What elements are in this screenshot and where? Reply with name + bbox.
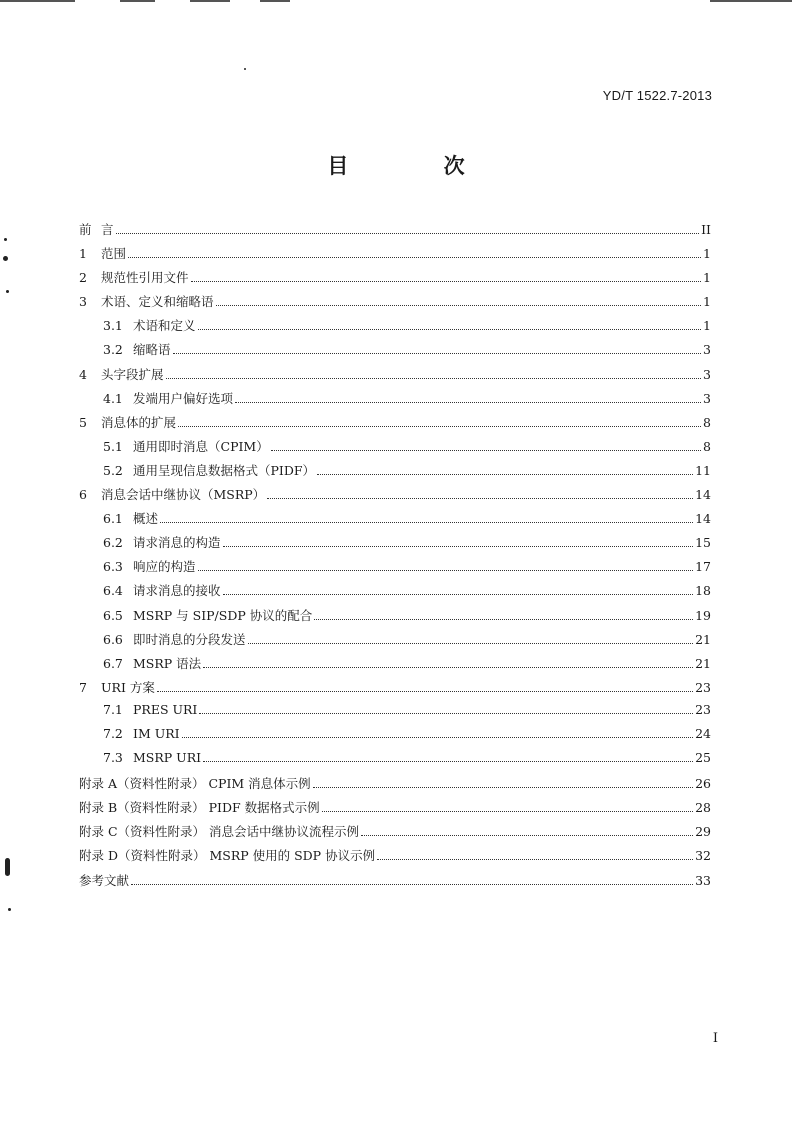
toc-entry[interactable] — [79, 798, 711, 822]
toc-entry-title: 规范性引用文件 — [101, 270, 189, 286]
toc-entry-title: 请求消息的构造 — [133, 535, 221, 551]
toc-entry-page: 8 — [703, 438, 711, 454]
toc-entry-title: PRES URI — [133, 701, 198, 717]
toc-entry-number: 1 — [79, 246, 87, 262]
toc-entry-title: 通用呈现信息数据格式（PIDF） — [133, 462, 316, 478]
toc-entry-number: 5.2 — [103, 462, 123, 478]
toc-entry-title: 消息体的扩展 — [101, 414, 177, 430]
toc-entry-title: 参考文献 — [79, 872, 130, 888]
toc-entry-page: 8 — [703, 414, 711, 430]
toc-entry-page: 24 — [695, 725, 711, 741]
toc-leader-dots — [377, 859, 693, 860]
toc-entry-number: 6 — [79, 487, 87, 503]
toc-leader-dots — [178, 426, 701, 427]
toc-leader-dots — [267, 498, 693, 499]
toc-entry-page: 26 — [695, 776, 711, 792]
toc-entry-page: 3 — [703, 366, 711, 382]
toc-entry[interactable] — [79, 630, 711, 654]
toc-leader-dots — [203, 667, 693, 668]
toc-entry-title: MSRP 与 SIP/SDP 协议的配合 — [133, 607, 313, 623]
toc-entry-page: 21 — [695, 631, 711, 647]
page-title: 目 次 — [327, 153, 509, 178]
toc-leader-dots — [216, 305, 701, 306]
toc-leader-dots — [314, 619, 693, 620]
toc-entry-number: 3.1 — [103, 318, 123, 334]
scan-speck — [6, 290, 9, 293]
toc-leader-dots — [271, 450, 701, 451]
toc-entry-title: 发端用户偏好选项 — [133, 390, 234, 406]
toc-entry-number: 7 — [79, 679, 87, 695]
toc-leader-dots — [361, 835, 693, 836]
toc-entry-number: 2 — [79, 270, 87, 286]
toc-leader-dots — [160, 522, 693, 523]
toc-entry[interactable] — [79, 340, 711, 364]
toc-entry-number: 4 — [79, 366, 87, 382]
toc-entry-number: 6.4 — [103, 583, 123, 599]
toc-leader-dots — [131, 884, 693, 885]
toc-entry[interactable] — [79, 244, 711, 268]
toc-entry-page: 18 — [695, 583, 711, 599]
toc-entry[interactable] — [79, 220, 711, 244]
scan-speck — [5, 858, 10, 876]
toc-entry-page: 1 — [703, 294, 711, 310]
toc-leader-dots — [322, 811, 693, 812]
toc-entry-number: 5 — [79, 414, 87, 430]
toc-entry-number: 前 — [79, 222, 92, 237]
toc-entry[interactable] — [79, 461, 711, 485]
scan-speck — [3, 256, 8, 261]
toc-entry-title: IM URI — [133, 725, 180, 741]
toc-entry-title: 概述 — [133, 511, 159, 527]
toc-leader-dots — [317, 474, 693, 475]
toc-leader-dots — [235, 402, 701, 403]
toc-entry-number: 6.1 — [103, 511, 123, 527]
toc-entry[interactable] — [79, 268, 711, 292]
toc-entry-page: 19 — [695, 607, 711, 623]
toc-entry-page: 15 — [695, 535, 711, 551]
toc-leader-dots — [199, 713, 693, 714]
toc-leader-dots — [198, 329, 701, 330]
toc-entry-title: MSRP 语法 — [133, 655, 202, 671]
toc-entry-title: 附录 A（资料性附录） CPIM 消息体示例 — [79, 776, 311, 792]
toc-entry-title: 附录 D（资料性附录） MSRP 使用的 SDP 协议示例 — [79, 848, 376, 864]
toc-entry-title: 即时消息的分段发送 — [133, 631, 246, 647]
toc-leader-dots — [313, 787, 693, 788]
scan-speck — [4, 238, 7, 241]
toc-entry[interactable] — [79, 365, 711, 389]
scan-speck — [8, 908, 11, 911]
toc-leader-dots — [203, 761, 693, 762]
toc-entry[interactable] — [79, 606, 711, 630]
toc-entry-page: 32 — [695, 848, 711, 864]
toc-entry[interactable] — [79, 822, 711, 846]
toc-entry[interactable] — [79, 871, 711, 895]
toc-entry-page: 21 — [695, 655, 711, 671]
toc-entry-title: 范围 — [101, 246, 127, 262]
toc-entry-page: 1 — [703, 318, 711, 334]
toc-leader-dots — [198, 570, 694, 571]
toc-entry[interactable] — [79, 413, 711, 437]
toc-entry-number: 7.1 — [103, 701, 123, 717]
toc-leader-dots — [223, 594, 694, 595]
toc-entry-number: 6.5 — [103, 607, 123, 623]
toc-entry-number: 6.2 — [103, 535, 123, 551]
table-of-contents — [79, 220, 711, 895]
toc-leader-dots — [128, 257, 701, 258]
toc-entry-number: 3 — [79, 294, 87, 310]
toc-entry-page: 23 — [695, 679, 711, 695]
scan-edge-line — [710, 0, 792, 2]
toc-entry[interactable] — [79, 702, 711, 726]
toc-entry-number: 4.1 — [103, 390, 123, 406]
toc-entry[interactable] — [79, 485, 711, 509]
toc-entry[interactable] — [79, 750, 711, 774]
scan-edge-line — [260, 0, 290, 2]
toc-entry[interactable] — [79, 437, 711, 461]
toc-entry-page: 25 — [695, 750, 711, 766]
toc-entry-title: 言 — [101, 222, 114, 237]
toc-entry-title: 附录 C（资料性附录） 消息会话中继协议流程示例 — [79, 824, 360, 840]
toc-leader-dots — [248, 643, 694, 644]
document-code: YD/T 1522.7-2013 — [602, 88, 712, 103]
toc-entry-number: 6.3 — [103, 559, 123, 575]
page-number: I — [712, 1031, 718, 1046]
scan-edge-line — [120, 0, 155, 2]
toc-entry[interactable] — [79, 316, 711, 340]
toc-leader-dots — [191, 281, 701, 282]
toc-entry-page: 3 — [703, 390, 711, 406]
toc-entry-title: 消息会话中继协议（MSRP） — [101, 487, 266, 503]
toc-entry-title: 头字段扩展 — [101, 366, 164, 382]
toc-entry-title: 缩略语 — [133, 342, 171, 358]
toc-leader-dots — [223, 546, 694, 547]
toc-entry-page: 1 — [703, 246, 711, 262]
toc-entry-page: 23 — [695, 701, 711, 717]
toc-entry-number: 6.6 — [103, 631, 123, 647]
toc-leader-dots — [173, 353, 701, 354]
toc-leader-dots — [157, 691, 693, 692]
toc-entry-title: 通用即时消息（CPIM） — [133, 438, 269, 454]
toc-entry[interactable] — [79, 533, 711, 557]
toc-entry-page: 1 — [703, 270, 711, 286]
toc-entry[interactable] — [79, 678, 711, 702]
toc-entry[interactable] — [79, 292, 711, 316]
toc-entry-number: 5.1 — [103, 438, 123, 454]
toc-entry-number: 6.7 — [103, 655, 123, 671]
toc-entry[interactable] — [79, 509, 711, 533]
toc-entry[interactable] — [79, 726, 711, 750]
toc-entry-title: 响应的构造 — [133, 559, 196, 575]
toc-entry-title: MSRP URI — [133, 750, 202, 766]
toc-entry[interactable] — [79, 654, 711, 678]
toc-entry-number: 7.3 — [103, 750, 123, 766]
toc-entry-title: 术语、定义和缩略语 — [101, 294, 214, 310]
toc-entry-page: 14 — [695, 511, 711, 527]
toc-entry[interactable] — [79, 846, 711, 870]
toc-entry-title: 术语和定义 — [133, 318, 196, 334]
toc-entry[interactable] — [79, 557, 711, 581]
toc-entry-page: 28 — [695, 800, 711, 816]
toc-entry-page: 33 — [695, 872, 711, 888]
scan-edge-line — [0, 0, 75, 2]
scan-edge-line — [190, 0, 230, 2]
toc-entry-number: 7.2 — [103, 725, 123, 741]
toc-entry[interactable] — [79, 389, 711, 413]
toc-entry-page: 17 — [695, 559, 711, 575]
toc-entry-title: URI 方案 — [101, 679, 155, 695]
toc-entry-title: 附录 B（资料性附录） PIDF 数据格式示例 — [79, 800, 320, 816]
toc-entry[interactable] — [79, 581, 711, 605]
toc-entry-page: 3 — [703, 342, 711, 358]
toc-entry[interactable] — [79, 774, 711, 798]
scan-speck — [244, 68, 246, 70]
toc-leader-dots — [116, 233, 700, 234]
toc-entry-page: 14 — [695, 487, 711, 503]
toc-entry-title: 请求消息的接收 — [133, 583, 221, 599]
toc-entry-page: 29 — [695, 824, 711, 840]
toc-entry-page: II — [701, 222, 711, 237]
toc-entry-page: 11 — [695, 462, 711, 478]
toc-leader-dots — [166, 378, 701, 379]
toc-entry-number: 3.2 — [103, 342, 123, 358]
toc-leader-dots — [182, 737, 693, 738]
